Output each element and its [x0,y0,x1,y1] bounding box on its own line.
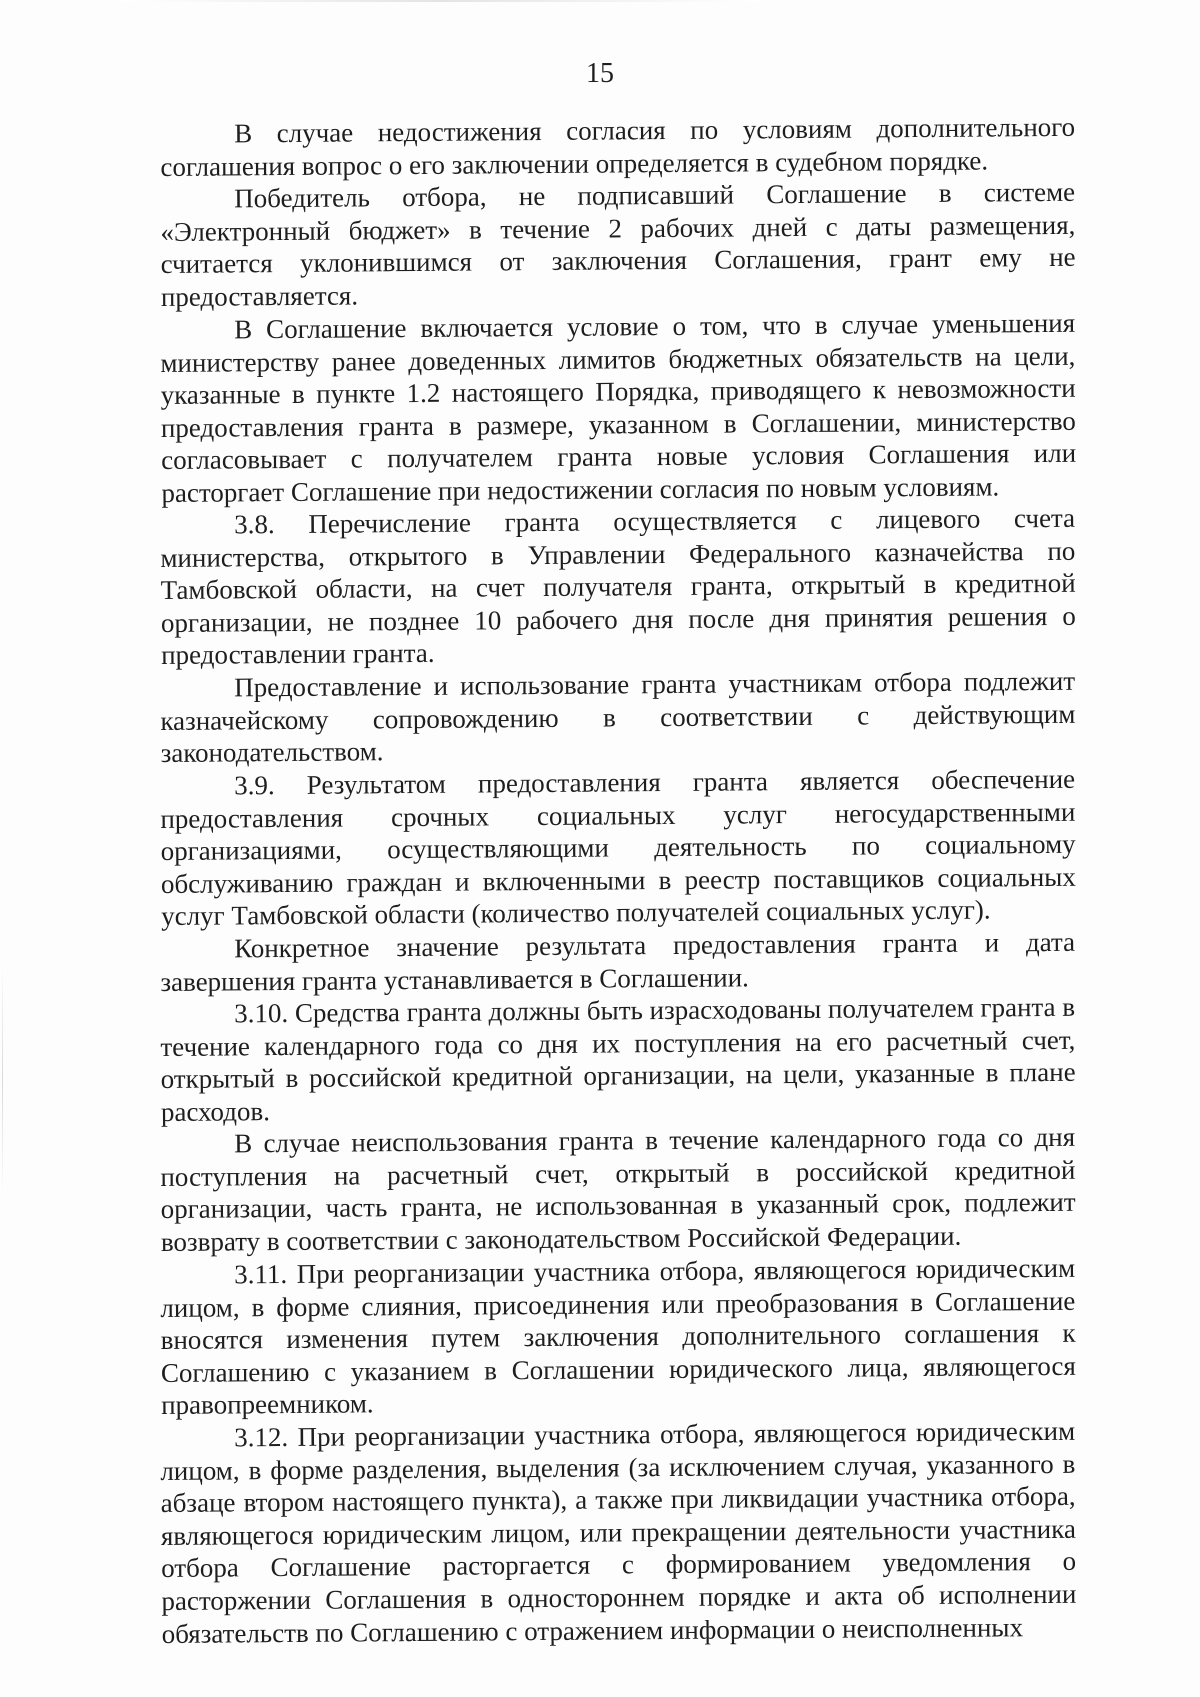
paragraph-unused-grant-return: В случае неиспользования гранта в течение календарного года со дня поступления на расчетный счет, открытый в российской кредитной организации, часть гранта, не использованная в указанный срок, подлежит возврату в соответствии с законодательством Российской Федерации. [160,1122,1076,1258]
paragraph-budget-limits-condition: В Соглашение включается условие о том, что в случае уменьшения министерству ранее доведенных лимитов бюджетных обязательств на цели, указанные в пункте 1.2 настоящего Порядка, приводящего к невозможности предоставления гранта в размере, указанном в Соглашении, министерство согласовывает с получателем гранта новые условия Соглашения или расторгает Соглашение при недостижении согласия по новым условиям. [160,307,1077,508]
paragraph-treasury-support: Предоставление и использование гранта участникам отбора подлежит казначейскому сопровождению в соответствии с действующим законодательством. [160,665,1076,769]
paragraph-winner-not-signing: Победитель отбора, не подписавший Соглашение в системе «Электронный бюджет» в течение 2 рабочих дней с даты размещения, считается уклонившимся от заключения Соглашения, грант ему не предоставляется. [160,177,1076,312]
scan-artifact-top [120,0,760,2]
paragraph-result-value: Конкретное значение результата предоставления гранта и дата завершения гранта устанавливается в Соглашении. [160,926,1076,997]
paragraph-3-8-grant-transfer: 3.8. Перечисление гранта осуществляется с лицевого счета министерства, открытого в Управлении Федерального казначейства по Тамбовской области, на счет получателя гранта, открытый в кредитной организации, не позднее 10 рабочего дня после дня принятия решения о предоставлении гранта. [160,502,1076,671]
document-body [160,111,1077,1650]
paragraph-supplementary-agreement-dispute: В случае недостижения согласия по условиям дополнительного соглашения вопрос о его заключении определяется в судебном порядке. [160,111,1076,182]
page-number: 15 [586,58,614,89]
paragraph-3-10-grant-spending: 3.10. Средства гранта должны быть израсходованы получателем гранта в течение календарного года со дня их поступления на его расчетный счет, открытый в российской кредитной организации, на цели, указанные в плане расходов. [160,991,1076,1127]
scan-artifact-left-edge [2,960,3,1200]
paragraph-3-12-reorganization-division: 3.12. При реорганизации участника отбора, являющегося юридическим лицом, в форме разделения, выделения (за исключением случая, указанного в абзаце втором настоящего пункта), а также при ликвидации участника отбора, являющегося юридическим лицом, или прекращении деятельности участника отбора Соглашение расторгается с формированием уведомления о расторжении Соглашения в одностороннем порядке и акта об исполнении обязательств по Соглашению с отражением информации о неисполненных [160,1415,1077,1649]
paragraph-3-9-grant-result: 3.9. Результатом предоставления гранта является обеспечение предоставления срочных социальных услуг негосударственными организациями, осуществляющими деятельность по социальному обслуживанию граждан и включенными в реестр поставщиков социальных услуг Тамбовской области (количество получателей социальных услуг). [160,763,1076,932]
paragraph-3-11-reorganization-merge: 3.11. При реорганизации участника отбора, являющегося юридическим лицом, в форме слияния, присоединения или преобразования в Соглашение вносятся изменения путем заключения дополнительного соглашения к Соглашению с указанием в Соглашении юридического лица, являющегося правопреемником. [160,1252,1076,1421]
